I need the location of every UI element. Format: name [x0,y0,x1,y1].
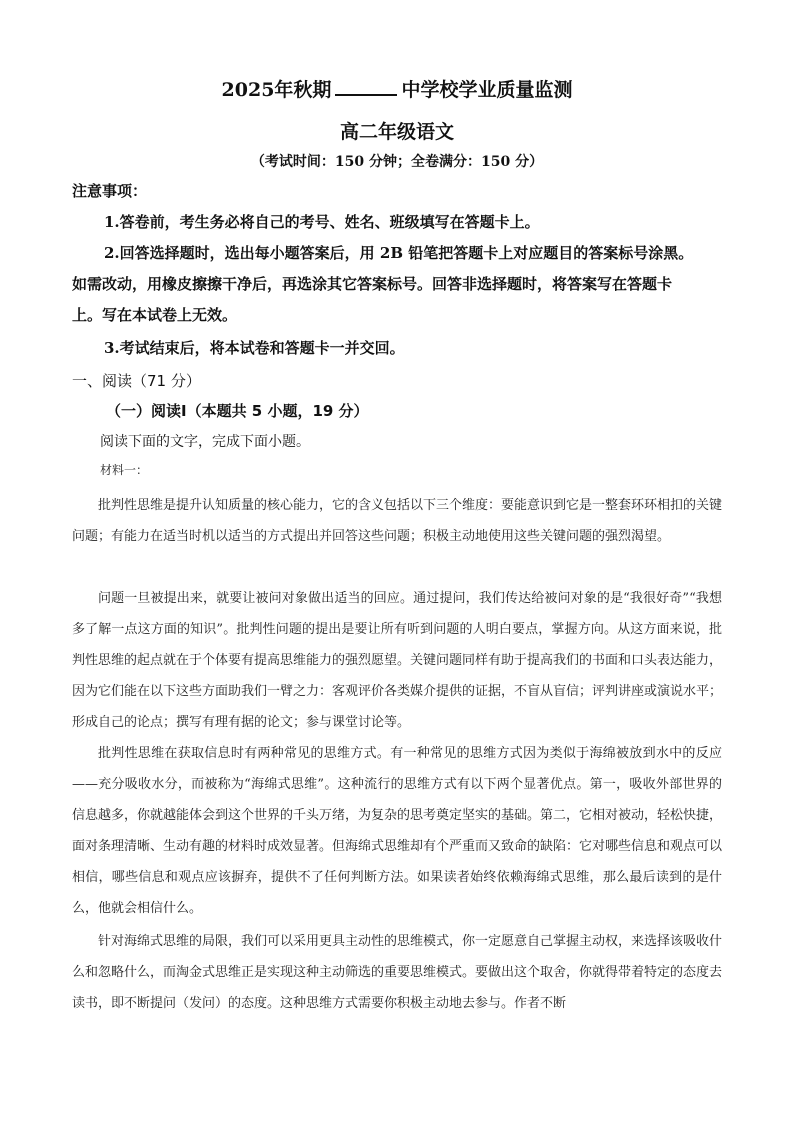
notice-item-2-line-1: 2.回答选择题时，选出每小题答案后，用 2B 铅笔把答题卡上对应题目的答案标号涂黑。 [104,244,694,262]
grade-title: 高二年级语文 [339,121,454,143]
sub-section-title: （一）阅读Ⅰ（本题共 5 小题，19 分） [106,402,369,420]
notice-item-2-line-2: 如需改动，用橡皮擦擦干净后，再选涂其它答案标号。回答非选择题时，将答案写在答题卡 [72,275,673,293]
exam-title [0,75,794,102]
title-part1: 2025年秋期 [221,79,332,101]
notice-item-2-line-3: 上。写在本试卷上无效。 [72,306,238,324]
instruction: 阅读下面的文字，完成下面小题。 [100,434,310,450]
paragraph-1: 批判性思维是提升认知质量的核心能力，它的含义包括以下三个维度：要能意识到它是一整套环环相扣的关键问题；有能力在适当时机以适当的方式提出并回答这些问题；积极主动地使用这些关键问题的强烈渴望。 [72,498,723,544]
part-title: 一、阅读（71 分） [72,372,201,390]
material-label: 材料一： [100,463,149,477]
notice-item-1: 1.答卷前，考生务必将自己的考号、姓名、班级填写在答题卡上。 [104,213,540,231]
paragraph-3: 批判性思维在获取信息时有两种常见的思维方式。有一种常见的思维方式因为类似于海绵被放到水中的反应——充分吸收水分，而被称为“海绵式思维”。这种流行的思维方式有以下两个显著优点。第一，吸收外部世界的信息越多，你就越能体会到这个世界的千头万绪，为复杂的思考奠定坚实的基础。第二，它相对被动，轻松快捷，面对条理清晰、生动有趣的材料时成效显著。但海绵式思维却有个严重而又致命的缺陷：它对哪些信息和观点可以相信，哪些信息和观点应该摒弃，提供不了任何判断方法。如果读者始终依赖海绵式思维，那么最后读到的是什么，他就会相信什么。 [72,746,723,916]
title-part2: 中学校学业质量监测 [401,79,573,101]
paragraph-4: 针对海绵式思维的局限，我们可以采用更具主动性的思维模式，你一定愿意自己掌握主动权，来选择该吸收什么和忽略什么，而淘金式思维正是实现这种主动筛选的重要思维模式。要做出这个取舍，你就得带着特定的态度去读书，即不断提问（发问）的态度。这种思维方式需要你积极主动地去参与。作者不断 [72,934,723,1011]
paragraph-2: 问题一旦被提出来，就要让被问对象做出适当的回应。通过提问，我们传达给被问对象的是“我很好奇”“我想多了解一点这方面的知识”。批判性问题的提出是要让所有听到问题的人明白要点，掌握方向。从这方面来说，批判性思维的起点就在于个体要有提高思维能力的强烈愿望。关键问题同样有助于提高我们的书面和口头表达能力，因为它们能在以下这些方面助我们一臂之力：客观评价各类媒介提供的证据，不盲从盲信；评判讲座或演说水平；形成自己的论点；撰写有理有据的论文；参与课堂讨论等。 [72,591,723,730]
notice-item-3: 3.考试结束后，将本试卷和答题卡一并交回。 [104,339,405,357]
exam-info: （考试时间：150 分钟；全卷满分：150 分） [250,154,544,170]
school-name-blank [335,78,397,96]
notice-heading: 注意事项： [72,182,148,200]
